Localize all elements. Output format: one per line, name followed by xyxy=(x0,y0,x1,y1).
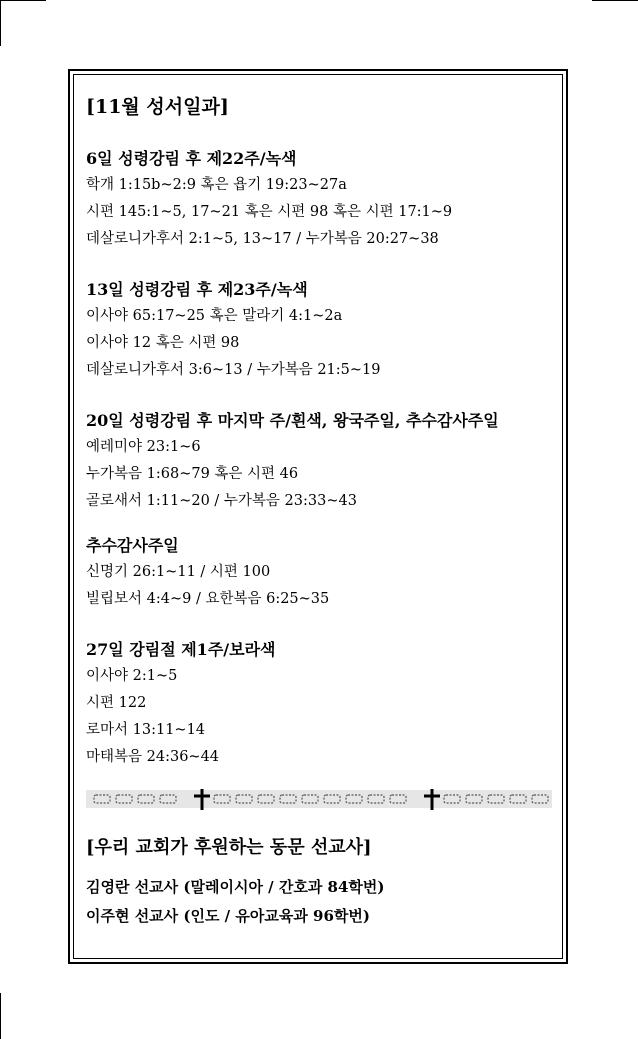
reading-line: 빌립보서 4:4~9 / 요한복음 6:25~35 xyxy=(86,591,330,607)
reading-line: 누가복음 1:68~79 혹은 시편 46 xyxy=(86,466,299,482)
section-thanksgiving xyxy=(86,533,556,613)
missionary-item: 김영란 선교사 (말레이시아 / 간호과 84학번) xyxy=(86,878,385,896)
section-nov-27 xyxy=(86,637,556,771)
cross-chain-divider xyxy=(86,787,552,811)
page-title: [11월 성서일과] xyxy=(86,96,229,118)
reading-line: 시편 145:1~5, 17~21 혹은 시편 98 혹은 시편 17:1~9 xyxy=(86,204,453,220)
missionary-list xyxy=(86,873,556,931)
reading-line: 학개 1:15b~2:9 혹은 욥기 19:23~27a xyxy=(86,177,347,193)
reading-line: 이사야 2:1~5 xyxy=(86,668,178,684)
crop-mark-top-right xyxy=(592,0,638,1)
reading-line: 예레미야 23:1~6 xyxy=(86,439,201,455)
bulletin-content xyxy=(86,92,556,931)
reading-line: 이사야 12 혹은 시편 98 xyxy=(86,335,240,351)
section-nov-6 xyxy=(86,146,556,253)
section-title: 추수감사주일 xyxy=(86,536,179,555)
section-title: 13일 성령강림 후 제23주/녹색 xyxy=(86,280,308,299)
reading-line: 골로새서 1:11~20 / 누가복음 23:33~43 xyxy=(86,493,357,509)
section-nov-20 xyxy=(86,408,556,515)
crop-mark-bottom-left xyxy=(0,993,1,1039)
reading-line: 이사야 65:17~25 혹은 말라기 4:1~2a xyxy=(86,308,343,324)
section-title: 20일 성령강림 후 마지막 주/흰색, 왕국주일, 추수감사주일 xyxy=(86,411,499,430)
reading-line: 데살로니가후서 3:6~13 / 누가복음 21:5~19 xyxy=(86,362,381,378)
section-nov-13 xyxy=(86,277,556,384)
missionaries-title: [우리 교회가 후원하는 동문 선교사] xyxy=(86,837,372,858)
crop-mark-top-left xyxy=(0,0,1,46)
section-title: 27일 강림절 제1주/보라색 xyxy=(86,640,276,659)
reading-line: 로마서 13:11~14 xyxy=(86,722,206,738)
missionary-item: 이주현 선교사 (인도 / 유아교육과 96학번) xyxy=(86,907,371,925)
reading-line: 데살로니가후서 2:1~5, 13~17 / 누가복음 20:27~38 xyxy=(86,231,439,247)
section-title: 6일 성령강림 후 제22주/녹색 xyxy=(86,149,297,168)
reading-line: 신명기 26:1~11 / 시편 100 xyxy=(86,564,271,580)
crop-mark-top-left-h xyxy=(0,0,46,1)
reading-line: 시편 122 xyxy=(86,695,147,711)
reading-line: 마태복음 24:36~44 xyxy=(86,749,220,765)
